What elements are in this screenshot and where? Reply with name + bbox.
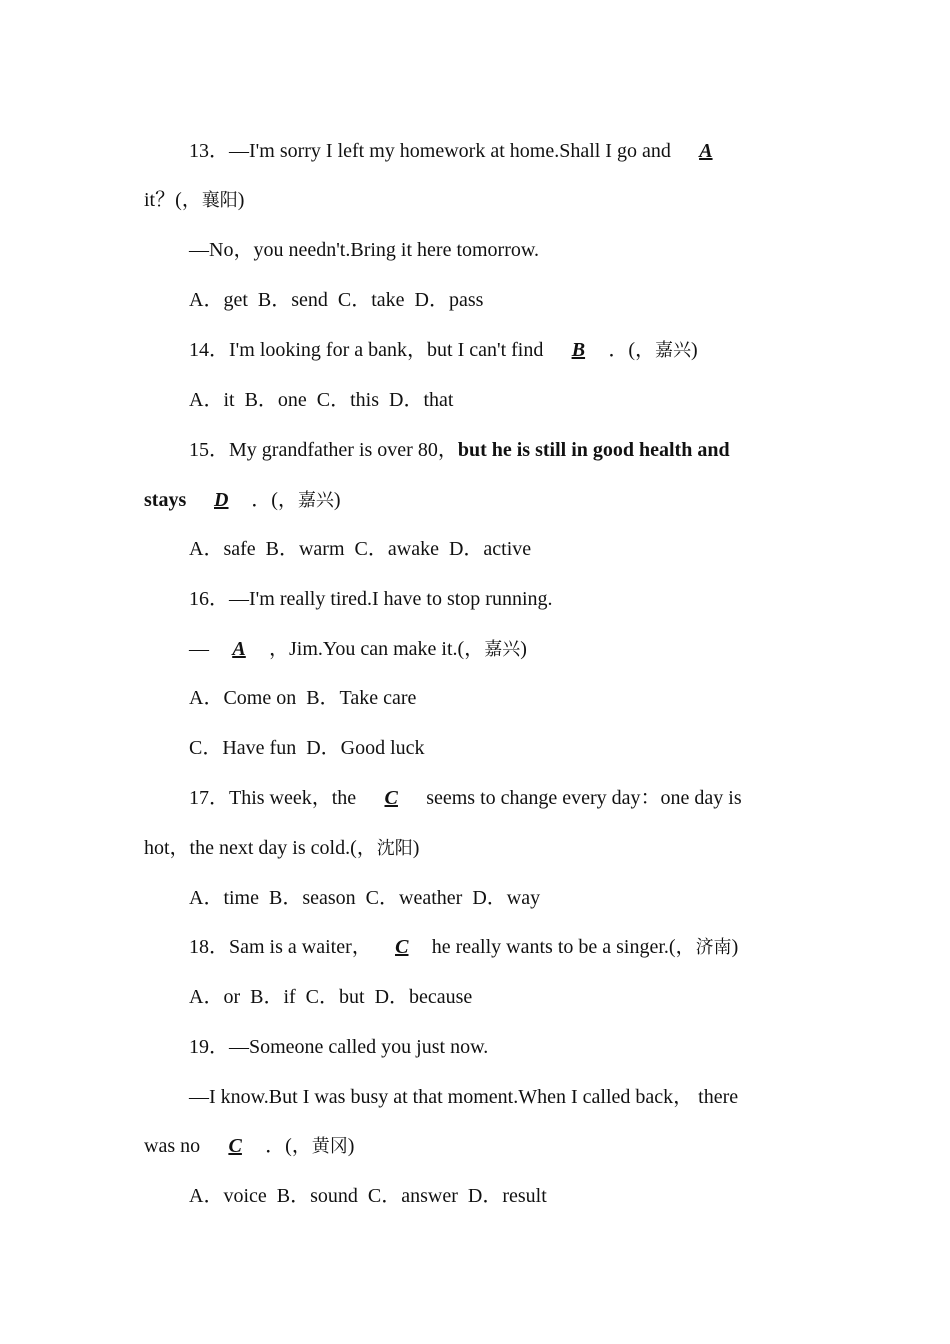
q15-close: ) [333, 489, 341, 511]
q18-stem-end: he really wants to be a singer.(， [431, 936, 696, 958]
q17-stem-text: This week，the [229, 787, 362, 809]
q13-stem [189, 139, 736, 163]
q14-answer-blank [548, 338, 608, 362]
q18-option-d: D．because [374, 986, 473, 1008]
q16-stem [189, 587, 553, 611]
q19-stem-end: ．(， [265, 1135, 312, 1157]
q19-option-d: D．result [467, 1185, 547, 1207]
q18-answer: C [395, 936, 409, 958]
q14-number: 14． [189, 339, 229, 361]
q16-option-a: A．Come on [189, 687, 297, 709]
q15-option-b: B．warm [265, 538, 345, 560]
q15-option-a: A．safe [189, 538, 256, 560]
q13-answer-blank [676, 139, 736, 163]
q17-number: 17． [189, 787, 229, 809]
q19-option-c: C．answer [367, 1185, 458, 1207]
q13-options [189, 288, 483, 312]
q13-option-c: C．take [337, 289, 405, 311]
q15-option-c: C．awake [354, 538, 439, 560]
q13-stem-text: —I'm sorry I left my homework at home.Shall I go and [229, 140, 676, 162]
q19-answer-blank [205, 1134, 265, 1158]
q15-answer-blank [191, 488, 251, 512]
q19-options [189, 1184, 547, 1208]
q16-option-d: D．Good luck [306, 737, 425, 759]
q13-option-b: B．send [257, 289, 328, 311]
q15-source: 嘉兴 [297, 490, 334, 511]
q16-dash: — [189, 638, 209, 660]
q18-source: 济南 [695, 937, 732, 958]
q16-option-b: B．Take care [306, 687, 417, 709]
q17-close: ) [412, 837, 420, 859]
q15-option-d: D．active [448, 538, 532, 560]
q19-option-b: B．sound [276, 1185, 358, 1207]
q14-stem [189, 338, 698, 363]
q19-reply: —I know.But I was busy at that moment.When I called back， there [189, 1086, 739, 1108]
q17-option-d: D．way [472, 887, 541, 909]
q13-option-d: D．pass [414, 289, 484, 311]
q17-option-a: A．time [189, 887, 259, 909]
q19-source: 黄冈 [311, 1136, 348, 1157]
q16-options-row2 [189, 736, 425, 760]
q17-answer-blank [361, 786, 421, 810]
q17-stem [189, 786, 742, 810]
q17-answer: C [384, 787, 398, 809]
q17-options [189, 886, 540, 910]
q18-option-a: A．or [189, 986, 241, 1008]
q16-source: 嘉兴 [484, 639, 521, 660]
q13-answer: A [699, 140, 713, 162]
q18-stem [189, 935, 738, 960]
q19-reply-end: was no [144, 1135, 206, 1157]
q16-close: ) [520, 638, 527, 660]
q15-stem-end: ．(， [251, 489, 298, 511]
q18-answer-blank [372, 935, 432, 959]
q16-number: 16． [189, 588, 229, 610]
q18-option-c: C．but [305, 986, 365, 1008]
q14-close: ) [691, 339, 698, 361]
q16-stem-text: —I'm really tired.I have to stop running. [229, 588, 553, 610]
q19-close: ) [347, 1135, 355, 1157]
q19-stem-text: —Someone called you just now. [229, 1036, 489, 1058]
q17-option-c: C．weather [365, 887, 463, 909]
q15-stem-bold: but he is still in good health and [457, 439, 730, 461]
q14-option-b: B．one [244, 389, 307, 411]
q17-stem-continued [144, 836, 419, 861]
q15-options [189, 537, 531, 561]
q17-source: 沈阳 [376, 838, 413, 859]
q16-answer-blank [209, 637, 269, 661]
q19-option-a: A．voice [189, 1185, 267, 1207]
q16-answer: A [232, 638, 246, 660]
q18-number: 18． [189, 936, 229, 958]
q19-stem [189, 1035, 488, 1059]
q13-close: ) [237, 189, 245, 211]
q15-stem-continued [144, 488, 341, 513]
q16-reply-text: ，Jim.You can make it.(， [269, 638, 485, 660]
q15-stem [189, 438, 730, 462]
q16-reply [189, 637, 527, 662]
q14-stem-text: I'm looking for a bank，but I can't find [229, 339, 549, 361]
q18-close: ) [731, 936, 739, 958]
q14-option-d: D．that [389, 389, 454, 411]
q13-stem-continued [144, 188, 244, 213]
q18-stem-text: Sam is a waiter， [229, 936, 372, 958]
q18-option-b: B．if [250, 986, 296, 1008]
q15-stem-text: My grandfather is over 80， [229, 439, 458, 461]
q15-answer: D [214, 489, 229, 511]
q19-answer: C [228, 1135, 242, 1157]
q17-stem-end: hot，the next day is cold.(， [144, 837, 377, 859]
q15-number: 15． [189, 439, 229, 461]
q19-reply-continued [144, 1134, 354, 1159]
q13-stem-end: it？(， [144, 189, 202, 211]
q17-option-b: B．season [269, 887, 356, 909]
q19-number: 19． [189, 1036, 229, 1058]
q14-answer: B [571, 339, 586, 361]
q14-stem-end: ．(， [608, 339, 656, 361]
q13-number: 13． [189, 140, 229, 162]
q13-option-a: A．get [189, 289, 248, 311]
q16-options-row1 [189, 686, 416, 710]
q17-stem-mid: seems to change every day：one day is [421, 787, 742, 809]
q14-option-a: A．it [189, 389, 235, 411]
q14-options [189, 388, 453, 412]
q14-source: 嘉兴 [655, 340, 692, 361]
q18-options [189, 985, 472, 1009]
q14-option-c: C．this [316, 389, 380, 411]
q16-option-c: C．Have fun [189, 737, 297, 759]
q13-reply: —No，you needn't.Bring it here tomorrow. [189, 239, 540, 261]
q13-source: 襄阳 [201, 190, 238, 211]
q15-stem-bold-end: stays [144, 489, 187, 511]
